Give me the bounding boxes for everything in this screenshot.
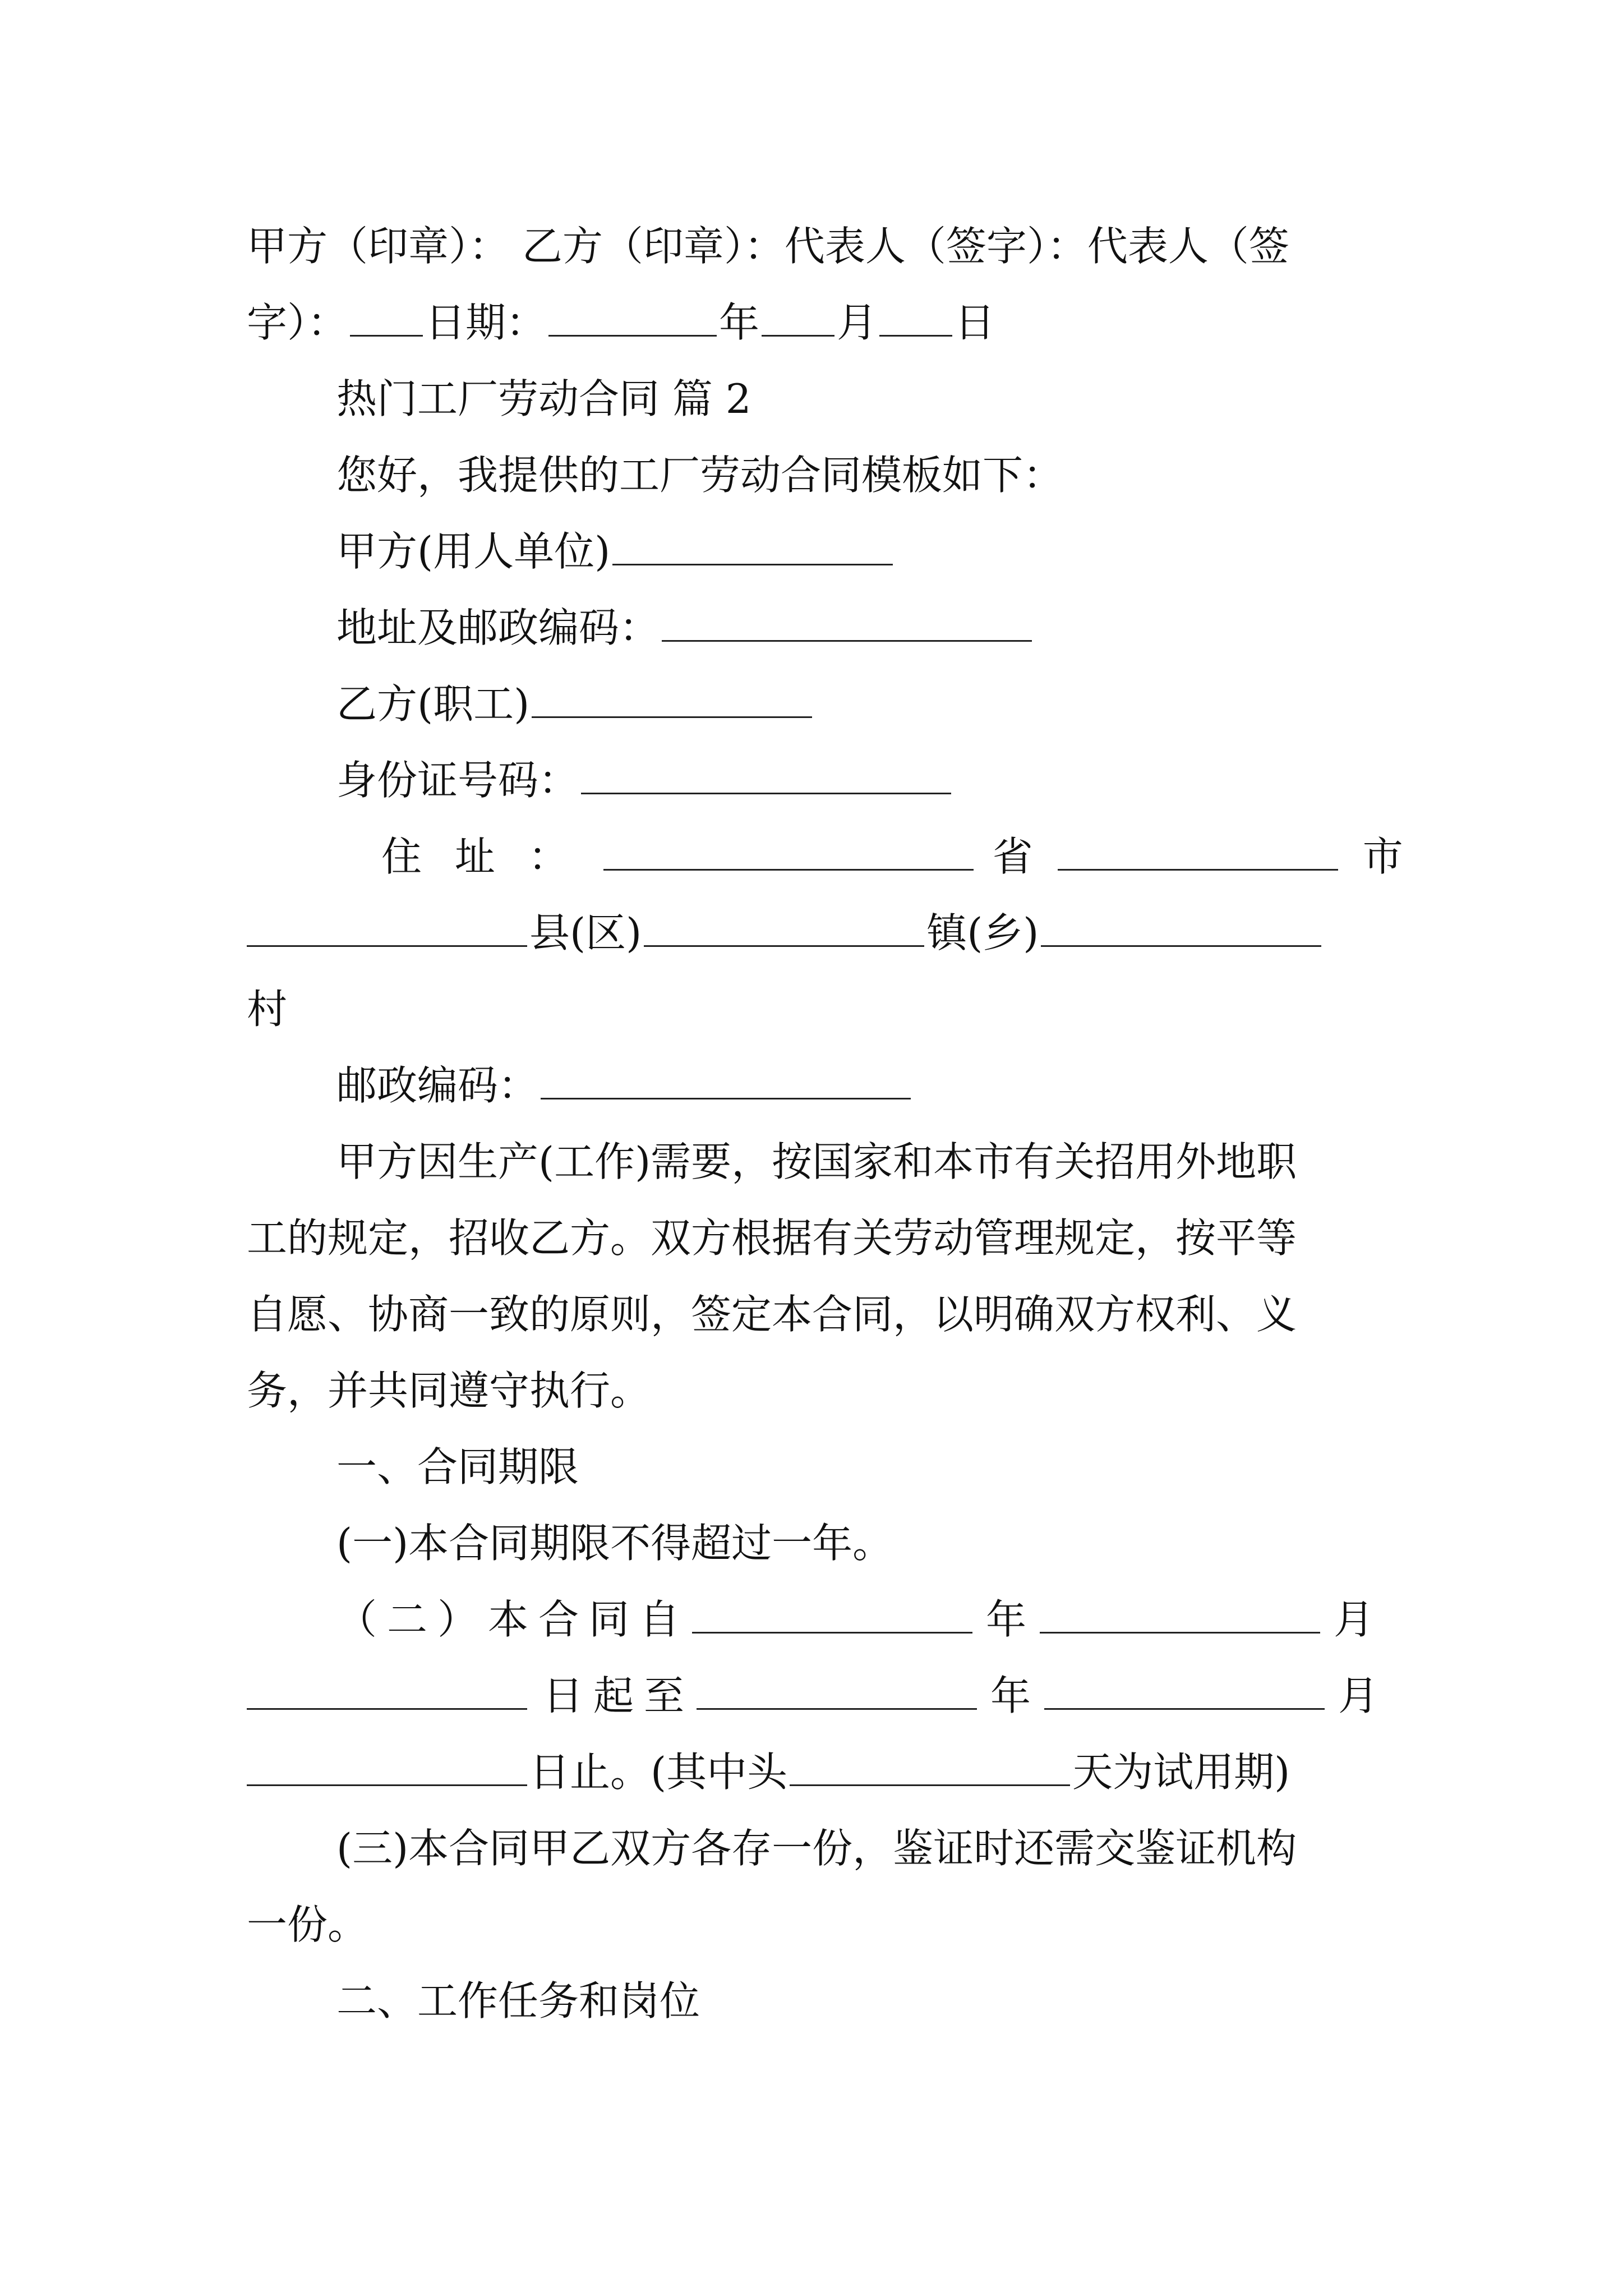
field-address-post: 地址及邮政编码： — [336, 590, 1481, 666]
blank-field — [247, 1674, 527, 1710]
preamble-line-4: 务，并共同遵守执行。 — [247, 1367, 651, 1414]
article-1-item-1: (一)本合同期限不得超过一年。 — [336, 1520, 893, 1567]
article-1-item-3-line-1: (三)本合同甲乙双方各存一份，鉴证时还需交鉴证机构 — [336, 1825, 1297, 1872]
blank-field — [247, 1751, 527, 1786]
blank-field — [644, 912, 924, 947]
blank-field — [1058, 835, 1338, 871]
blank-field — [350, 301, 423, 337]
article-1-item-2-line-1: （二）本合同自 年 月 — [336, 1596, 1375, 1643]
field-residence: 住 址 ： 省 市 — [381, 833, 1403, 880]
field-party-b: 乙方(职工) — [336, 666, 1481, 742]
signature-line-1: 甲方（印章）： 乙方（印章）：代表人（签字）：代表人（签 — [247, 223, 1289, 270]
article-1-heading: 一、合同期限 — [336, 1443, 579, 1490]
field-id-number: 身份证号码： — [336, 742, 1481, 818]
blank-field — [603, 835, 974, 871]
blank-field — [548, 301, 717, 337]
blank-field — [662, 606, 1032, 642]
field-party-a: 甲方(用人单位) — [336, 513, 1481, 590]
blank-field — [1040, 1598, 1320, 1634]
preamble-line-2: 工的规定，招收乙方。双方根据有关劳动管理规定，按平等 — [247, 1214, 1297, 1262]
blank-field — [541, 1064, 911, 1099]
field-village: 村 — [247, 986, 288, 1033]
section-title: 热门工厂劳动合同 篇 2 — [336, 375, 751, 422]
article-1-item-2-line-2: 日起至 年 月 — [247, 1658, 1391, 1734]
blank-field — [581, 759, 951, 794]
preamble-line-3: 自愿、协商一致的原则，签定本合同，以明确双方权利、义 — [247, 1291, 1297, 1338]
blank-field — [532, 683, 812, 718]
blank-field — [1041, 912, 1321, 947]
intro-paragraph: 您好，我提供的工厂劳动合同模板如下： — [336, 452, 1064, 499]
blank-field — [790, 1751, 1070, 1786]
article-1-item-2-line-3: 日止。(其中头 天为试用期) — [247, 1734, 1391, 1810]
blank-field — [697, 1674, 977, 1710]
field-postcode: 邮政编码： — [336, 1047, 1481, 1124]
blank-field — [612, 530, 893, 565]
article-2-heading: 二、工作任务和岗位 — [336, 1977, 700, 2024]
field-county-town: 县(区) 镇(乡) — [247, 895, 1391, 971]
blank-field — [247, 912, 527, 947]
blank-field — [692, 1598, 972, 1634]
blank-field — [762, 301, 834, 337]
signature-line-2: 字）： 日期： 年 月 日 — [247, 299, 995, 346]
blank-field — [1044, 1674, 1325, 1710]
preamble-line-1: 甲方因生产(工作)需要，按国家和本市有关招用外地职 — [336, 1138, 1297, 1185]
article-1-item-3-line-2: 一份。 — [247, 1901, 368, 1948]
blank-field — [879, 301, 952, 337]
